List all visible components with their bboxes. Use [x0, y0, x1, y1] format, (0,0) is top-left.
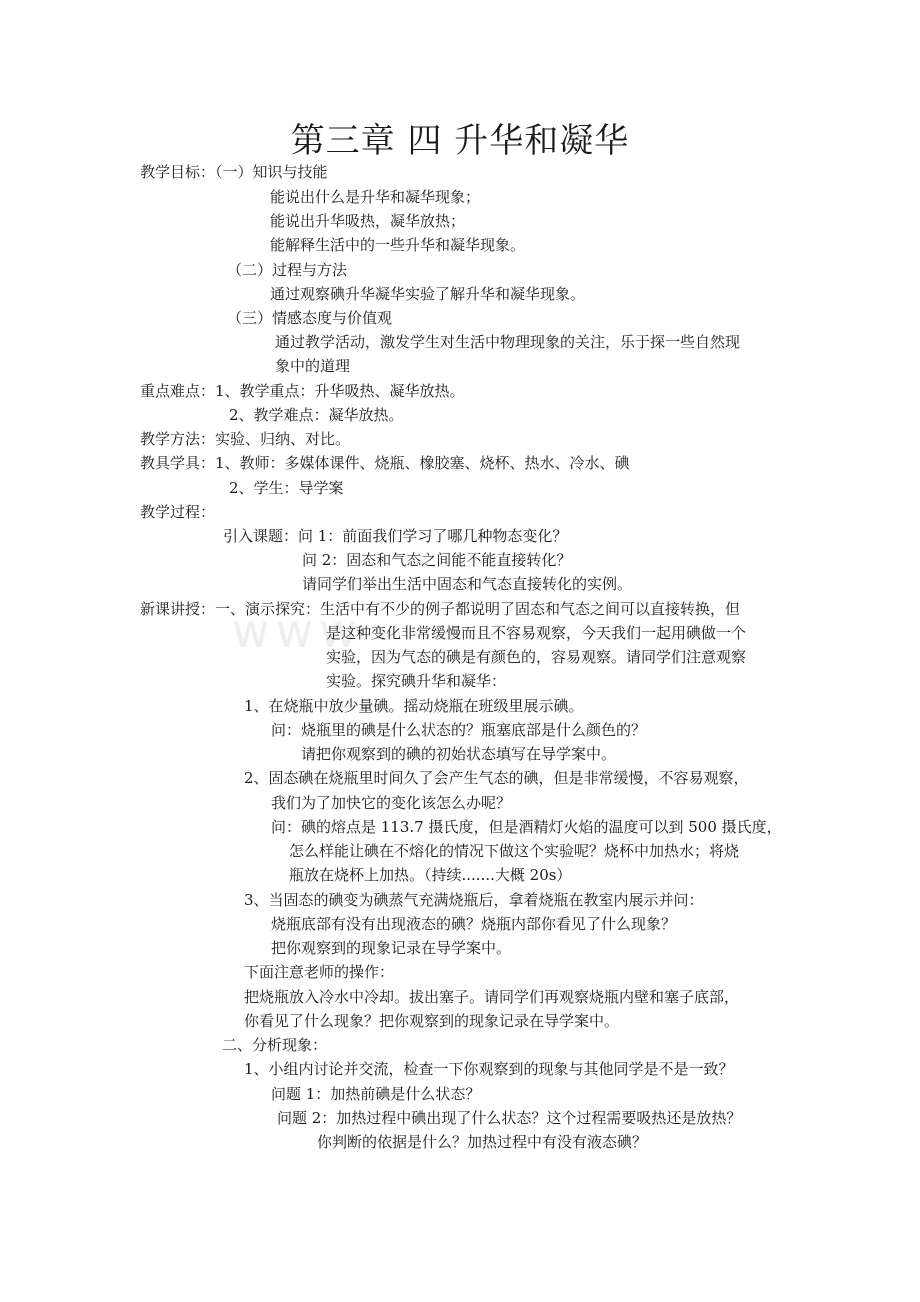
text-line: 象中的道理 — [275, 357, 351, 375]
text-line: 把烧瓶放入冷水中冷却。拔出塞子。请同学们再观察烧瓶内壁和塞子底部， — [244, 988, 740, 1006]
text-line: （三）情感态度与价值观 — [227, 309, 393, 327]
text-line: 问 2：固态和气态之间能不能直接转化？ — [302, 551, 572, 569]
text-line: 二、分析现象： — [222, 1036, 328, 1054]
text-line: 3、当固态的碘变为碘蒸气充满烧瓶后，拿着烧瓶在教室内展示并问： — [244, 891, 704, 909]
text-line: 通过观察碘升华凝华实验了解升华和凝华现象。 — [270, 285, 586, 303]
text-line: 你判断的依据是什么？加热过程中有没有液态碘？ — [317, 1133, 648, 1151]
text-line: 引入课题：问 1：前面我们学习了哪几种物态变化？ — [223, 527, 568, 545]
text-line: 通过教学活动，激发学生对生活中物理现象的关注，乐于探一些自然现 — [275, 333, 741, 351]
text-line: 教具学具：1、教师：多媒体课件、烧瓶、橡胶塞、烧杯、热水、冷水、碘 — [140, 454, 630, 472]
text-line: 教学方法：实验、归纳、对比。 — [140, 430, 351, 448]
text-line: 问：烧瓶里的碘是什么状态的？瓶塞底部是什么颜色的？ — [271, 721, 647, 739]
text-line: 重点难点：1、教学重点：升华吸热、凝华放热。 — [140, 382, 465, 400]
text-line: 请同学们举出生活中固态和气态直接转化的实例。 — [302, 575, 633, 593]
text-line: 2、教学难点：凝华放热。 — [229, 406, 404, 424]
text-line: 实验，因为气态的碘是有颜色的，容易观察。请同学们注意观察 — [326, 648, 747, 666]
text-line: 问：碘的熔点是 113.7 摄氏度，但是酒精灯火焰的温度可以到 500 摄氏度， — [271, 818, 782, 836]
page-title: 第三章 四 升华和凝华 — [290, 121, 630, 161]
text-line: 教学过程： — [140, 503, 216, 521]
text-line: （二）过程与方法 — [227, 261, 348, 279]
text-line: 2、学生：导学案 — [229, 479, 344, 497]
text-line: 把你观察到的现象记录在导学案中。 — [271, 939, 512, 957]
text-line: 怎么样能让碘在不熔化的情况下做这个实验呢？烧杯中加热水；将烧 — [289, 842, 740, 860]
text-line: 请把你观察到的碘的初始状态填写在导学案中。 — [301, 745, 617, 763]
text-line: 能说出什么是升华和凝华现象； — [270, 188, 481, 206]
text-line: 1、小组内讨论并交流，检查一下你观察到的现象与其他同学是不是一致？ — [244, 1060, 734, 1078]
text-line: 能解释生活中的一些升华和凝华现象。 — [270, 236, 526, 254]
text-line: 是这种变化非常缓慢而且不容易观察，今天我们一起用碘做一个 — [326, 624, 747, 642]
watermark: www — [232, 604, 363, 658]
text-line: 烧瓶底部有没有出现液态的碘？烧瓶内部你看见了什么现象？ — [271, 915, 677, 933]
text-line: 新课讲授：一、演示探究：生活中有不少的例子都说明了固态和气态之间可以直接转换，但 — [140, 600, 741, 618]
text-line: 瓶放在烧杯上加热。（持续.......大概 20s） — [289, 866, 572, 884]
text-line: 教学目标：（一）知识与技能 — [140, 163, 328, 181]
text-line: 问题 2：加热过程中碘出现了什么状态？这个过程需要吸热还是放热？ — [277, 1109, 742, 1127]
text-line: 问题 1：加热前碘是什么状态？ — [271, 1085, 481, 1103]
text-line: 2、固态碘在烧瓶里时间久了会产生气态的碘，但是非常缓慢，不容易观察， — [244, 769, 749, 787]
text-line: 我们为了加快它的变化该怎么办呢？ — [271, 794, 512, 812]
text-line: 1、在烧瓶中放少量碘。摇动烧瓶在班级里展示碘。 — [244, 697, 584, 715]
text-line: 能说出升华吸热，凝华放热； — [270, 212, 466, 230]
text-line: 下面注意老师的操作： — [244, 963, 395, 981]
text-line: 你看见了什么现象？把你观察到的现象记录在导学案中。 — [244, 1012, 620, 1030]
text-line: 实验。探究碘升华和凝华： — [326, 672, 507, 690]
